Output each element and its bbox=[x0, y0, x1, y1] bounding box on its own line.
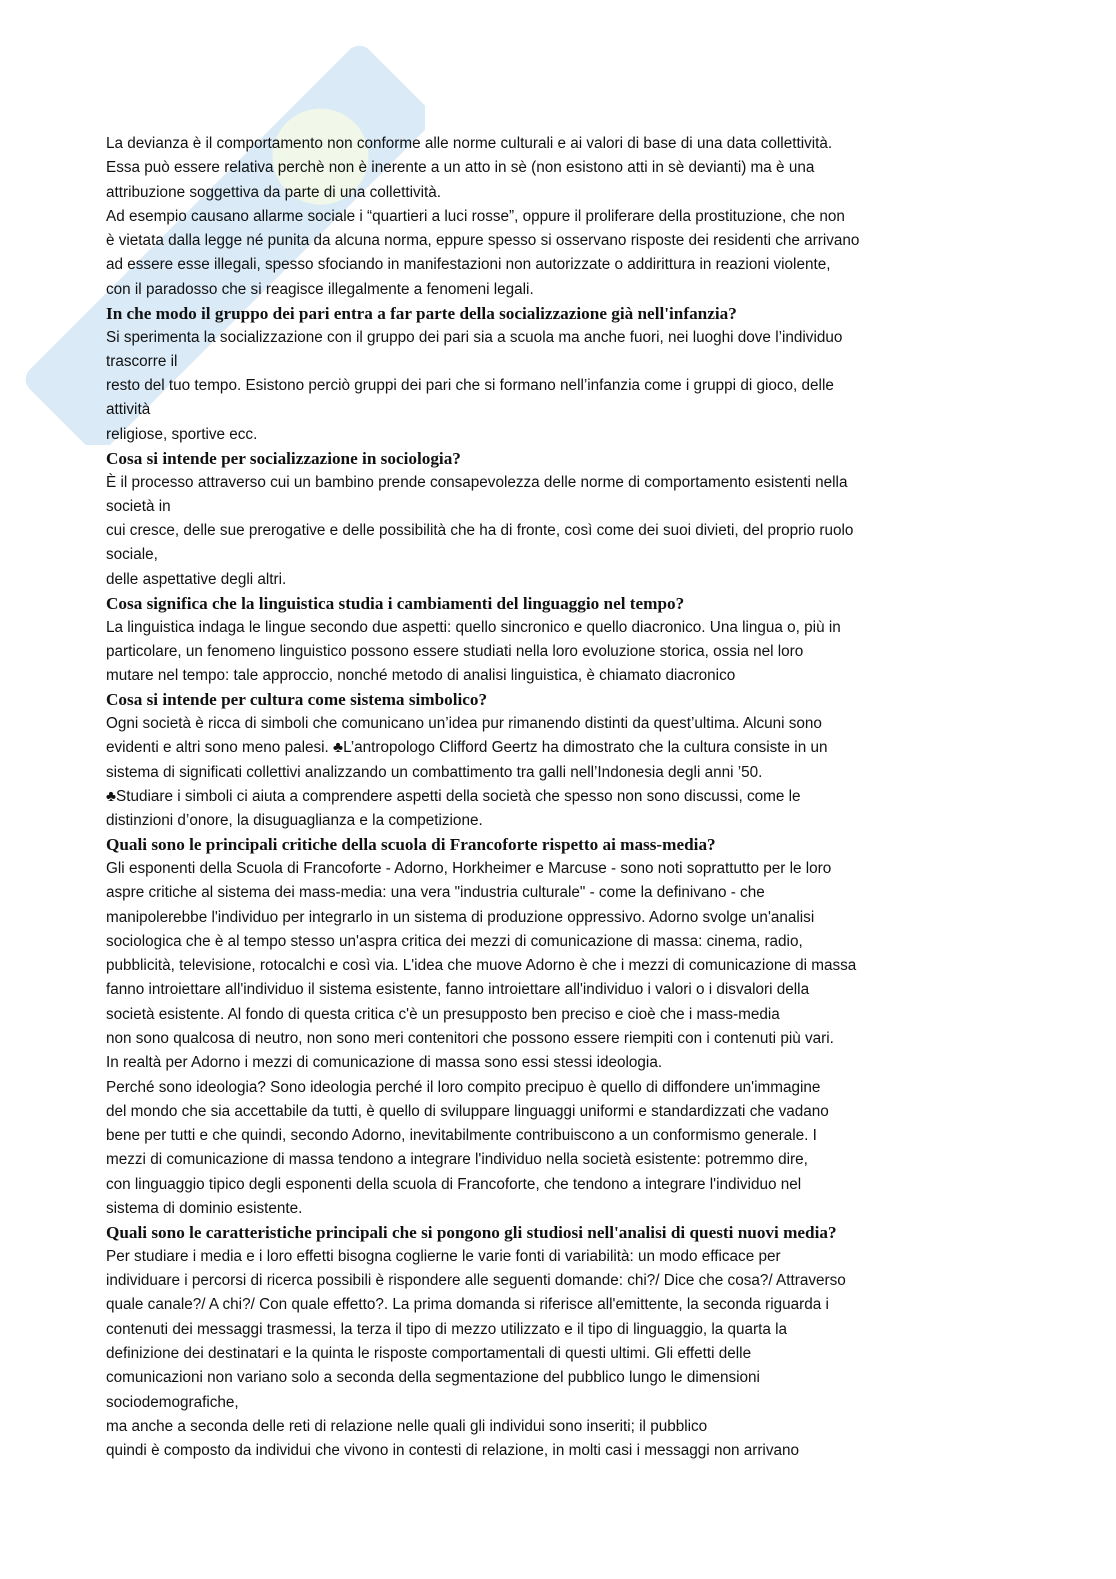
paragraph-line: cui cresce, delle sue prerogative e delle possibilità che ha di fronte, così come dei suoi divieti, del proprio ruolo bbox=[106, 522, 854, 540]
paragraph-line: ♣Studiare i simboli ci aiuta a comprendere aspetti della società che spesso non sono discussi, come le bbox=[106, 787, 801, 805]
paragraph-line: mutare nel tempo: tale approccio, nonché metodo di analisi linguistica, è chiamato diacronico bbox=[106, 667, 736, 685]
paragraph-line: distinzioni d’onore, la disuguaglianza e la competizione. bbox=[106, 812, 483, 830]
question-heading: Cosa significa che la linguistica studia i cambiamenti del linguaggio nel tempo? bbox=[106, 594, 685, 614]
paragraph-line: resto del tuo tempo. Esistono perciò gruppi dei pari che si formano nell’infanzia come i gruppi di gioco, delle bbox=[106, 377, 834, 395]
paragraph-line: trascorre il bbox=[106, 352, 178, 370]
paragraph-line: sistema di significati collettivi analizzando un combattimento tra galli nell’Indonesia degli anni ’50. bbox=[106, 763, 763, 781]
question-heading: Quali sono le caratteristiche principali che si pongono gli studiosi nell'analisi di questi nuovi media? bbox=[106, 1223, 837, 1243]
paragraph-line: Ogni società è ricca di simboli che comunicano un’idea pur rimanendo distinti da quest’ultima. Alcuni sono bbox=[106, 714, 822, 732]
paragraph-line: società in bbox=[106, 497, 171, 515]
paragraph-line: con linguaggio tipico degli esponenti della scuola di Francoforte, che tendono a integrare l'individuo nel bbox=[106, 1175, 802, 1193]
paragraph-line: è vietata dalla legge né punita da alcuna norma, eppure spesso si osservano risposte dei residenti che arrivano bbox=[106, 232, 860, 250]
paragraph-line: mezzi di comunicazione di massa tendono a integrare l'individuo nella società esistente: potremmo dire, bbox=[106, 1151, 808, 1169]
paragraph-line: sistema di dominio esistente. bbox=[106, 1200, 303, 1218]
paragraph-line: con il paradosso che si reagisce illegalmente a fenomeni legali. bbox=[106, 280, 534, 298]
paragraph-line: particolare, un fenomeno linguistico possono essere studiati nella loro evoluzione storica, ossia nel loro bbox=[106, 642, 804, 660]
paragraph-line: delle aspettative degli altri. bbox=[106, 570, 287, 588]
paragraph-line: sociodemografiche, bbox=[106, 1393, 239, 1411]
paragraph-line: Ad esempio causano allarme sociale i “quartieri a luci rosse”, oppure il proliferare della prostituzione, che non bbox=[106, 207, 845, 225]
paragraph-line: sociologica che è al tempo stesso un'aspra critica dei mezzi di comunicazione di massa: cinema, radio, bbox=[106, 932, 803, 950]
paragraph-line: bene per tutti e che quindi, secondo Adorno, inevitabilmente contribuiscono a un conformismo generale. I bbox=[106, 1127, 817, 1145]
paragraph-line: Gli esponenti della Scuola di Francoforte - Adorno, Horkheimer e Marcuse - sono noti soprattutto per le loro bbox=[106, 859, 832, 877]
paragraph-line: individuare i percorsi di ricerca possibili è rispondere alle seguenti domande: chi?/ Dice che cosa?/ Attraverso bbox=[106, 1272, 846, 1290]
question-heading: Quali sono le principali critiche della scuola di Francoforte rispetto ai mass-media? bbox=[106, 835, 716, 855]
paragraph-line: Essa può essere relativa perchè non è inerente a un atto in sè (non esistono atti in sè devianti) ma è una bbox=[106, 159, 815, 177]
question-heading: Cosa si intende per cultura come sistema simbolico? bbox=[106, 690, 488, 710]
paragraph-line: Si sperimenta la socializzazione con il gruppo dei pari sia a scuola ma anche fuori, nei luoghi dove l’individuo bbox=[106, 328, 843, 346]
paragraph-line: società esistente. Al fondo di questa critica c'è un presupposto ben preciso e cioè che i mass-media bbox=[106, 1005, 780, 1023]
paragraph-line: ma anche a seconda delle reti di relazione nelle quali gli individui sono inseriti; il pubblico bbox=[106, 1417, 708, 1435]
paragraph-line: non sono qualcosa di neutro, non sono meri contenitori che possono essere riempiti con i contenuti più vari. bbox=[106, 1030, 834, 1047]
paragraph-line: Per studiare i media e i loro effetti bisogna coglierne le varie fonti di variabilità: un modo efficace per bbox=[106, 1247, 781, 1265]
document-page bbox=[106, 132, 996, 1464]
question-heading: Cosa si intende per socializzazione in sociologia? bbox=[106, 449, 461, 469]
paragraph-line: In realtà per Adorno i mezzi di comunicazione di massa sono essi stessi ideologia. bbox=[106, 1054, 663, 1072]
paragraph-line: La linguistica indaga le lingue secondo due aspetti: quello sincronico e quello diacronico. Una lingua o, più in bbox=[106, 618, 841, 636]
paragraph-line: contenuti dei messaggi trasmessi, la terza il tipo di mezzo utilizzato e il tipo di linguaggio, la quarta la bbox=[106, 1320, 788, 1338]
paragraph-line: comunicazioni non variano solo a seconda della segmentazione del pubblico lungo le dimensioni bbox=[106, 1369, 760, 1387]
paragraph-line: quindi è composto da individui che vivono in contesti di relazione, in molti casi i messaggi non arrivano bbox=[106, 1442, 799, 1460]
paragraph-line: definizione dei destinatari e la quinta le risposte comportamentali di questi ultimi. Gli effetti delle bbox=[106, 1345, 752, 1363]
paragraph-line: fanno introiettare all'individuo il sistema esistente, fanno introiettare all'individuo i valori o i disvalori della bbox=[106, 981, 810, 999]
paragraph-line: manipolerebbe l'individuo per integrarlo in un sistema di produzione oppressivo. Adorno svolge un'analisi bbox=[106, 908, 815, 926]
paragraph-line: quale canale?/ A chi?/ Con quale effetto?. La prima domanda si riferisce all'emittente, la seconda riguarda i bbox=[106, 1296, 829, 1314]
paragraph-line: evidenti e altri sono meno palesi. ♣L’antropologo Clifford Geertz ha dimostrato che la cultura consiste in un bbox=[106, 739, 828, 757]
paragraph-line: attività bbox=[106, 401, 151, 419]
paragraph-line: religiose, sportive ecc. bbox=[106, 425, 258, 443]
paragraph-line: ad essere esse illegali, spesso sfociando in manifestazioni non autorizzate o addirittura in reazioni violente, bbox=[106, 256, 831, 274]
paragraph-line: pubblicità, televisione, rotocalchi e così via. L'idea che muove Adorno è che i mezzi di comunicazione di massa bbox=[106, 957, 857, 975]
paragraph-line: Perché sono ideologia? Sono ideologia perché il loro compito precipuo è quello di diffondere un'immagine bbox=[106, 1078, 821, 1096]
paragraph-line: attribuzione soggettiva da parte di una collettività. bbox=[106, 183, 442, 201]
question-heading: In che modo il gruppo dei pari entra a far parte della socializzazione già nell'infanzia? bbox=[106, 304, 737, 324]
paragraph-line: del mondo che sia accettabile da tutti, è quello di sviluppare linguaggi uniformi e standardizzati che vadano bbox=[106, 1102, 829, 1120]
paragraph-line: aspre critiche al sistema dei mass-media: una vera "industria culturale" - come la definivano - che bbox=[106, 884, 765, 902]
paragraph-line: La devianza è il comportamento non conforme alle norme culturali e ai valori di base di una data collettività. bbox=[106, 135, 833, 152]
paragraph-line: È il processo attraverso cui un bambino prende consapevolezza delle norme di comportamento esistenti nella bbox=[106, 473, 848, 491]
paragraph-line: sociale, bbox=[106, 546, 158, 564]
